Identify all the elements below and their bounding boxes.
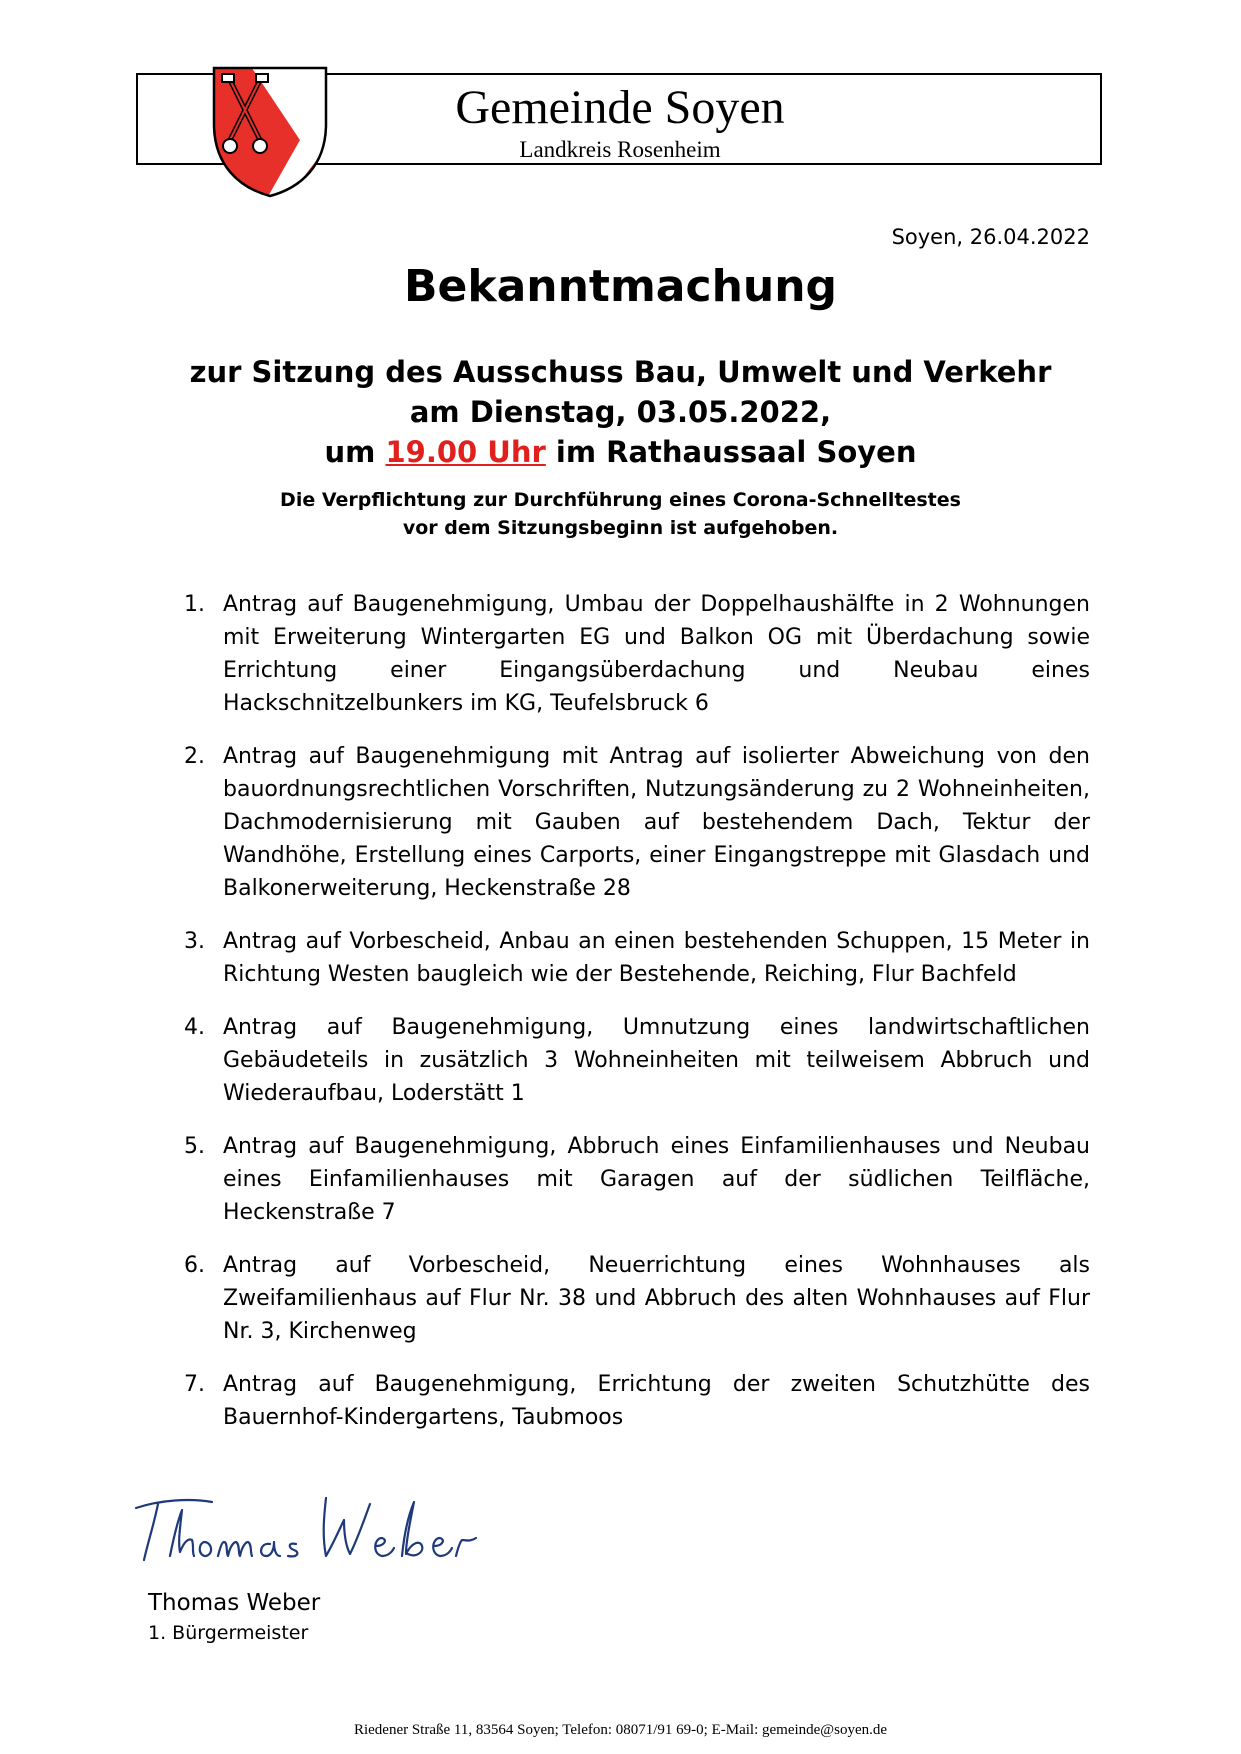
agenda-number: 1. — [184, 592, 205, 617]
agenda-item — [180, 1249, 1090, 1348]
signer-role: 1. Bürgermeister — [148, 1622, 309, 1644]
footer-contact: Riedener Straße 11, 83564 Soyen; Telefon: 08071/91 69-0; E-Mail: gemeinde@soyen.de — [353, 1722, 888, 1738]
signer-name: Thomas Weber — [148, 1590, 321, 1616]
agenda-text: Antrag auf Baugenehmigung, Errichtung der zweiten Schutzhütte des Bauernhof-Kindergartens, Taubmoos — [223, 1372, 1090, 1430]
subtitle-line-3 — [0, 432, 1241, 472]
agenda-number: 6. — [184, 1253, 205, 1278]
agenda-item — [180, 1368, 1090, 1434]
agenda-text: Antrag auf Baugenehmigung, Umnutzung eines landwirtschaftlichen Gebäudeteils in zusätzlich 3 Wohneinheiten mit teilweisem Abbruch und Wiederaufbau, Loderstätt 1 — [223, 1015, 1090, 1106]
agenda-item — [180, 740, 1090, 905]
agenda-text: Antrag auf Baugenehmigung, Abbruch eines Einfamilienhauses und Neubau eines Einfamilienhauses mit Garagen auf der südlichen Teilfläche, Heckenstraße 7 — [223, 1134, 1090, 1225]
agenda-number: 7. — [184, 1372, 205, 1397]
meeting-time: 19.00 Uhr — [385, 435, 546, 469]
agenda-number: 2. — [184, 744, 205, 769]
agenda-text: Antrag auf Baugenehmigung, Umbau der Doppelhaushälfte in 2 Wohnungen mit Erweiterung Wintergarten EG und Balkon OG mit Überdachung sowie Errichtung einer Eingangsüberdachung und Neubau eines Hackschnitzelbunkers im KG, Teufelsbruck 6 — [223, 592, 1090, 716]
agenda-item — [180, 925, 1090, 991]
agenda-number: 3. — [184, 929, 205, 954]
agenda-text: Antrag auf Vorbescheid, Anbau an einen bestehenden Schuppen, 15 Meter in Richtung Westen baugleich wie der Bestehende, Reiching, Flur Bachfeld — [223, 929, 1090, 987]
handwritten-signature — [130, 1480, 490, 1570]
agenda-item — [180, 1130, 1090, 1229]
agenda-text: Antrag auf Vorbescheid, Neuerrichtung eines Wohnhauses als Zweifamilienhaus auf Flur Nr. 38 und Abbruch des alten Wohnhauses auf Flur Nr. 3, Kirchenweg — [223, 1253, 1090, 1344]
subtitle-line-3-after: im Rathaussaal Soyen — [545, 435, 917, 469]
coat-of-arms-keys-icon — [208, 62, 332, 200]
document-date: Soyen, 26.04.2022 — [891, 225, 1090, 249]
subtitle-line-2: am Dienstag, 03.05.2022, — [409, 395, 832, 429]
agenda-list — [180, 588, 1090, 1454]
subtitle-line-3-before: um — [324, 435, 386, 469]
agenda-item — [180, 588, 1090, 720]
agenda-number: 4. — [184, 1015, 205, 1040]
page-title: Bekanntmachung — [403, 261, 838, 312]
municipality-name: Gemeinde Soyen — [455, 81, 785, 134]
district-name: Landkreis Rosenheim — [519, 137, 721, 162]
notice-line-2: vor dem Sitzungsbeginn ist aufgehoben. — [402, 517, 839, 539]
agenda-number: 5. — [184, 1134, 205, 1159]
agenda-text: Antrag auf Baugenehmigung mit Antrag auf isolierter Abweichung von den bauordnungsrechtlichen Vorschriften, Nutzungsänderung zu 2 Wohneinheiten, Dachmodernisierung mit Gauben auf bestehendem Dach, Tektur der Wandhöhe, Erstellung eines Carports, einer Eingangstreppe mit Glasdach und Balkonerweiterung, Heckenstraße 28 — [223, 744, 1090, 901]
agenda-item — [180, 1011, 1090, 1110]
subtitle-line-1: zur Sitzung des Ausschuss Bau, Umwelt und Verkehr — [189, 355, 1052, 389]
notice-line-1: Die Verpflichtung zur Durchführung eines Corona-Schnelltestes — [280, 489, 961, 511]
